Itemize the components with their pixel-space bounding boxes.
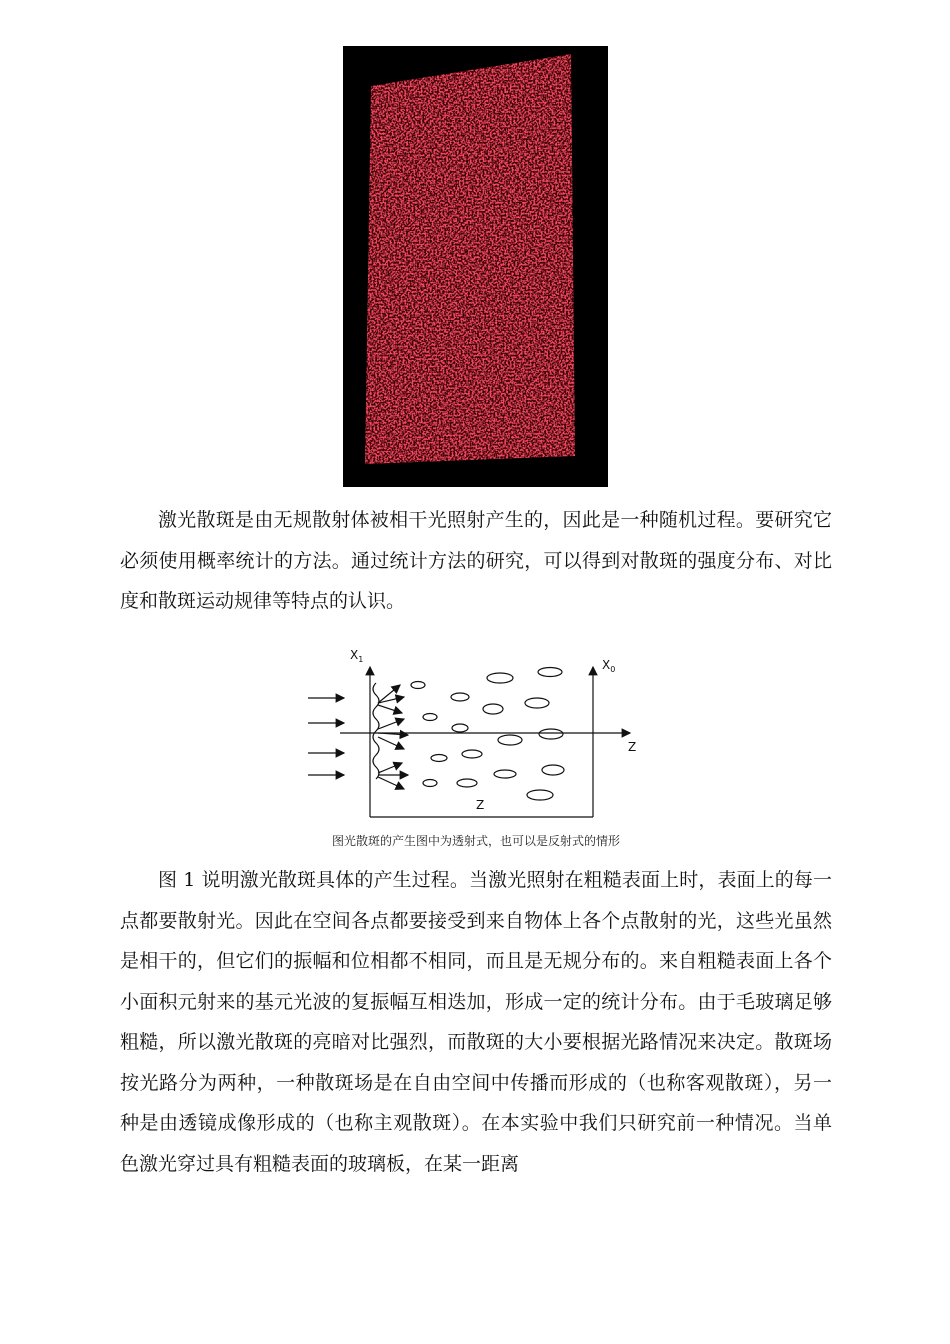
laser-speckle-photo: [343, 46, 608, 487]
z-distance-label: Z: [476, 798, 485, 812]
x1-axis-label: $X_1$: [350, 648, 364, 664]
intro-paragraph: 激光散斑是由无规散射体被相干光照射产生的，因此是一种随机过程。要研究它必须使用概率统计的方法。通过统计方法的研究，可以得到对散斑的强度分布、对比度和散斑运动规律等特点的认识。: [120, 509, 832, 612]
figure-caption: 图光散斑的产生图中为透射式，也可以是反射式的情形: [331, 834, 620, 848]
z-axis-label: Z: [628, 740, 637, 754]
process-paragraph: 图 1 说明激光散斑具体的产生过程。当激光照射在粗糙表面上时，表面上的每一点都要散射光。因此在空间各点都要接受到来自物体上各个点散射的光，这些光虽然是相干的，但它们的振幅和位相都不相同，而且是无规分布的。来自粗糙表面上各个小面积元射来的基元光波的复振幅互相迭加，形成一定的统计分布。由于毛玻璃足够粗糙，所以激光散斑的亮暗对比强烈，而散斑的大小要根据光路情况来决定。散斑场按光路分为两种，一种散斑场是在自由空间中传播而形成的（也称客观散斑），另一种是由透镜成像形成的（也称主观散斑）。在本实验中我们只研究前一种情况。当单色激光穿过具有粗糙表面的玻璃板，在某一距离: [120, 869, 832, 1175]
speckle-formation-diagram: [300, 645, 650, 825]
x0-axis-label: $X_0$: [602, 658, 616, 674]
